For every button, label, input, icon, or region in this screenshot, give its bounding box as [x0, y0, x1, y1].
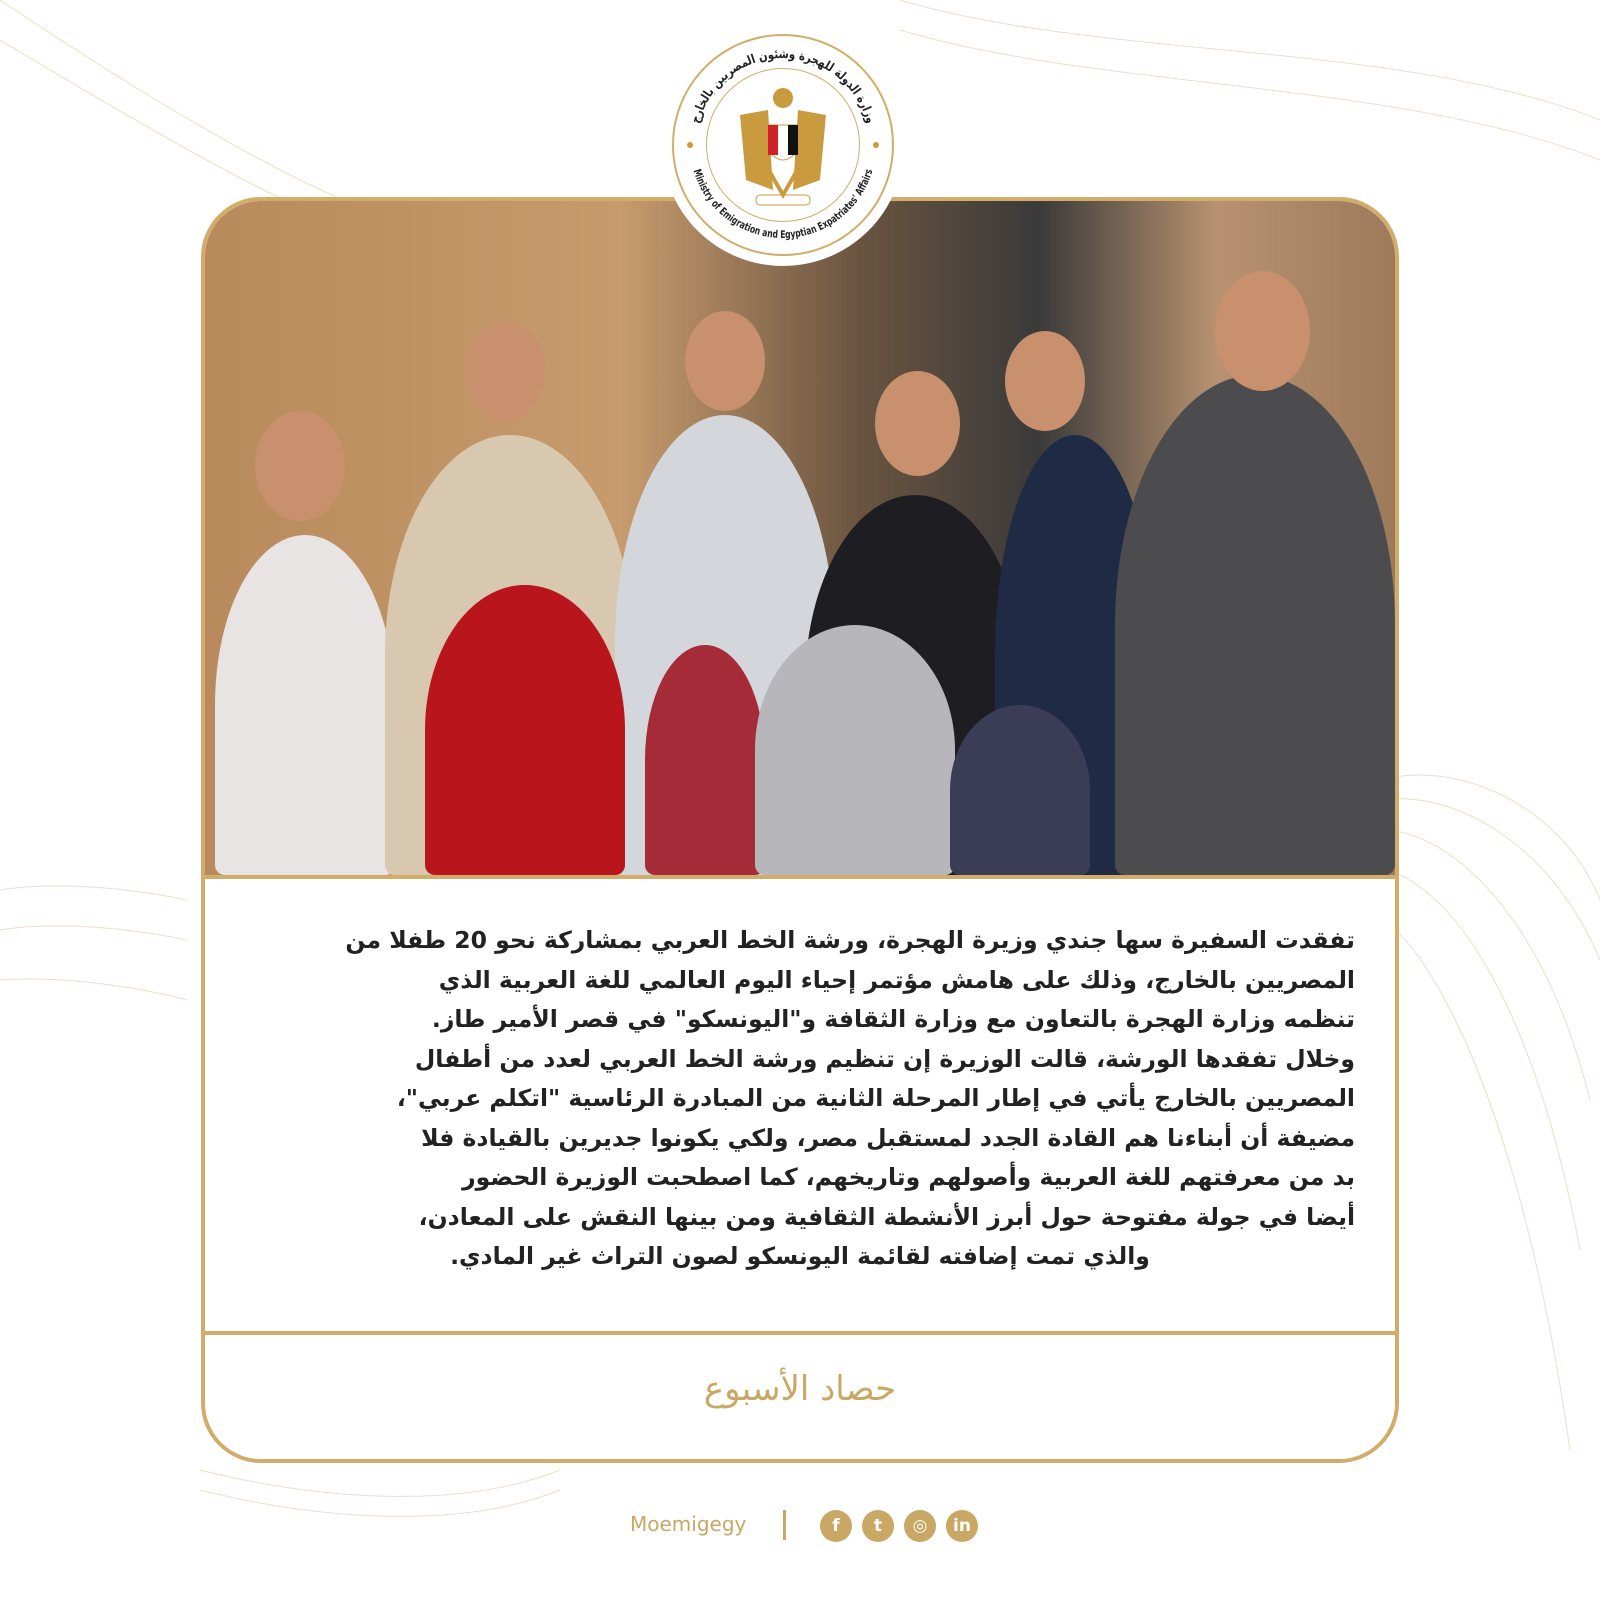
linkedin-icon[interactable]: in [946, 1510, 978, 1542]
svg-text:Ministry of Emigration and Egy [691, 168, 876, 241]
social-handle[interactable]: Moemigegy [630, 1512, 747, 1536]
svg-text:وزارة الدولة للهجرة وشئون المص [687, 46, 879, 125]
article-body [245, 921, 1355, 1291]
social-bar [0, 1506, 1600, 1546]
eagle-emblem-icon [740, 88, 826, 205]
article-line: والذي تمت إضافته لقائمة اليونسكو لصون التراث غير المادي. [450, 1242, 1150, 1270]
article-line: وخلال تفقدها الورشة، قالت الوزيرة إن تنظيم ورشة الخط العربي لعدد من أطفال [414, 1044, 1355, 1073]
article-line: تفقدت السفيرة سها جندي وزيرة الهجرة، ورشة الخط العربي بمشاركة نحو 20 طفلا من [345, 926, 1355, 954]
instagram-icon[interactable]: ◎ [904, 1510, 936, 1542]
article-line: بد من معرفتهم للغة العربية وأصولهم وتاريخهم، كما اصطحبت الوزيرة الحضور [462, 1163, 1355, 1191]
article-line: المصريين بالخارج يأتي في إطار المرحلة الثانية من المبادرة الرئاسية "اتكلم عربي"، [396, 1084, 1355, 1112]
event-photo [205, 201, 1395, 879]
post-card [201, 197, 1399, 1463]
logo-arabic-text: وزارة الدولة للهجرة وشئون المصريين بالخارج [687, 45, 880, 127]
article-line: أيضا في جولة مفتوحة حول أبرز الأنشطة الثقافية ومن بينها النقش على المعادن، [418, 1202, 1355, 1231]
article-line: مضيفة أن أبناءنا هم القادة الجدد لمستقبل مصر، ولكي يكونوا جديرين بالقيادة فلا [421, 1123, 1355, 1152]
facebook-icon[interactable]: f [820, 1510, 852, 1542]
ministry-logo [668, 30, 898, 260]
article-line: تنظمه وزارة الهجرة بالتعاون مع وزارة الثقافة و"اليونسكو" في قصر الأمير طاز. [431, 1005, 1355, 1033]
separator [783, 1510, 786, 1540]
footer-title: حصاد الأسبوع [703, 1369, 897, 1409]
article-line: المصريين بالخارج، وذلك على هامش مؤتمر إحياء اليوم العالمي للغة العربية الذي [438, 965, 1355, 994]
logo-english-text: Ministry of Emigration and Egyptian Expatriates' Affairs [690, 166, 876, 242]
twitter-icon[interactable]: t [862, 1510, 894, 1542]
